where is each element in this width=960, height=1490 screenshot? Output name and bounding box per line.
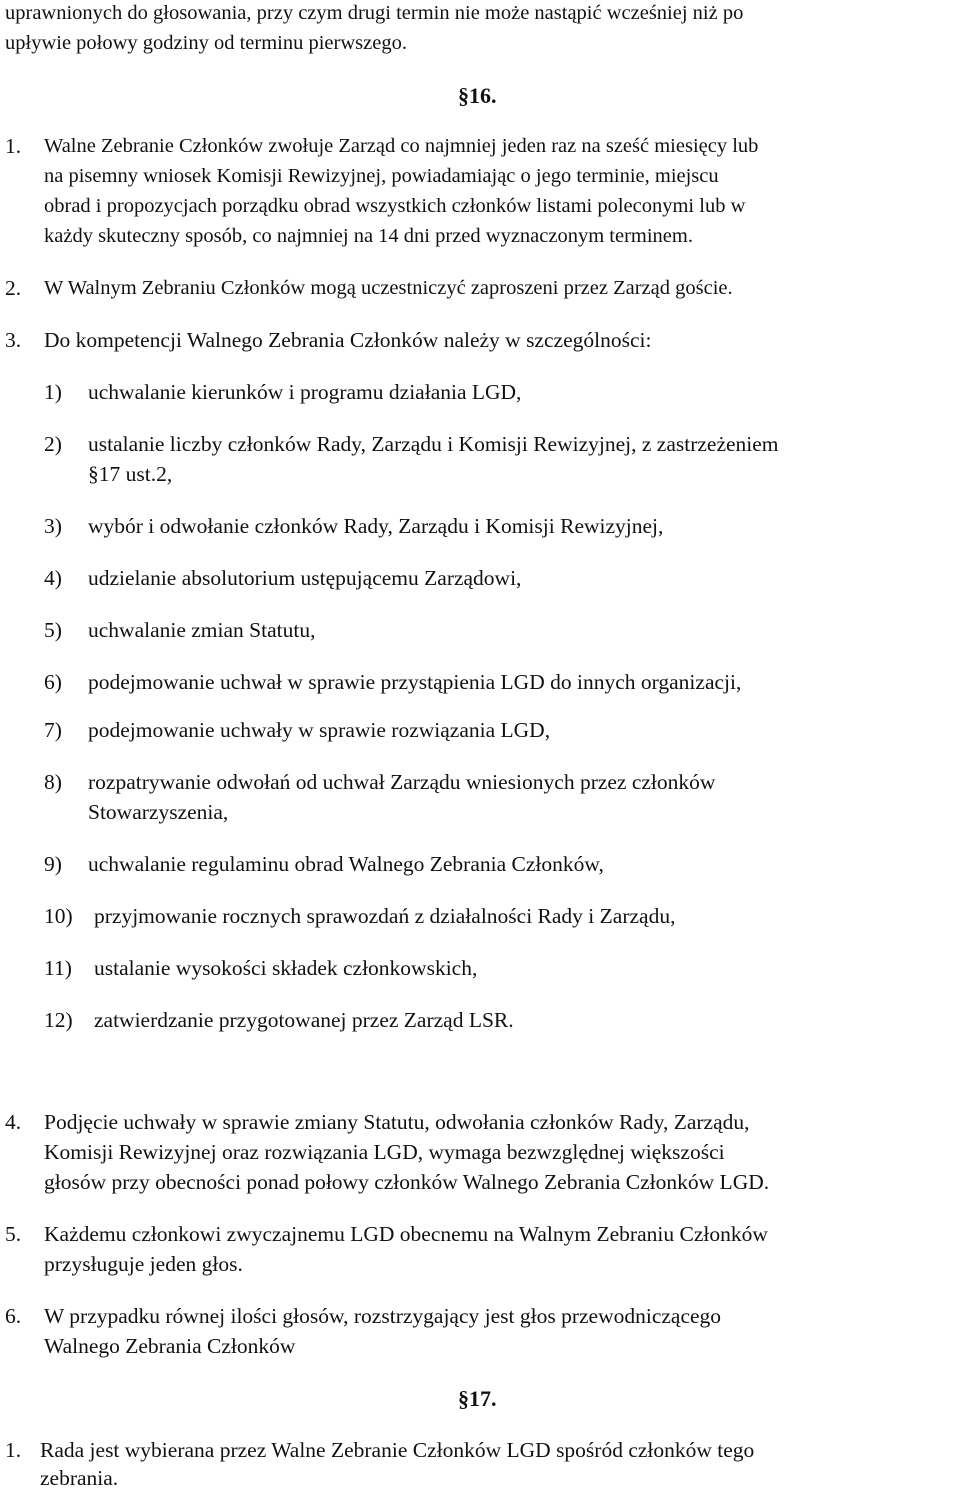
list-item-number: 9) xyxy=(44,852,62,876)
list-item: wybór i odwołanie członków Rady, Zarządu i Komisji Rewizyjnej, xyxy=(88,514,664,538)
list-item: podejmowanie uchwał w sprawie przystąpienia LGD do innych organizacji, xyxy=(88,670,742,694)
list-item-number: 1) xyxy=(44,380,62,404)
list-item-number: 7) xyxy=(44,718,62,742)
list-item: uchwalanie zmian Statutu, xyxy=(88,618,316,642)
list-item-number: 2) xyxy=(44,432,62,456)
list-item: uchwalanie regulaminu obrad Walnego Zebrania Członków, xyxy=(88,852,604,876)
list-item-continuation: Stowarzyszenia, xyxy=(88,800,229,824)
list-item-number: 8) xyxy=(44,770,62,794)
list-item-number: 4) xyxy=(44,566,62,590)
list-item-number: 12) xyxy=(44,1008,73,1032)
point-6-number: 6. xyxy=(5,1304,22,1328)
point-2-number: 2. xyxy=(5,276,22,300)
point-2-text: W Walnym Zebraniu Członków mogą uczestniczyć zaproszeni przez Zarząd goście. xyxy=(44,277,733,299)
list-item-number: 11) xyxy=(44,956,72,980)
section-17-point-1-number: 1. xyxy=(5,1438,22,1462)
intro-line-2: upływie połowy godziny od terminu pierwszego. xyxy=(5,32,407,54)
point-1-line-3: obrad i propozycjach porządku obrad wszystkich członków listami poleconymi lub w xyxy=(44,195,746,217)
point-1-line-1: Walne Zebranie Członków zwołuje Zarząd co najmniej jeden raz na sześć miesięcy lub xyxy=(44,135,759,157)
list-item: podejmowanie uchwały w sprawie rozwiązania LGD, xyxy=(88,718,551,742)
point-5-line-2: przysługuje jeden głos. xyxy=(44,1252,243,1276)
point-4-line-1: Podjęcie uchwały w sprawie zmiany Statutu, odwołania członków Rady, Zarządu, xyxy=(44,1110,750,1134)
list-item: udzielanie absolutorium ustępującemu Zarządowi, xyxy=(88,566,522,590)
list-item: ustalanie liczby członków Rady, Zarządu i Komisji Rewizyjnej, z zastrzeżeniem xyxy=(88,432,779,456)
list-item: przyjmowanie rocznych sprawozdań z działalności Rady i Zarządu, xyxy=(94,904,676,928)
point-4-line-3: głosów przy obecności ponad połowy członków Walnego Zebrania Członków LGD. xyxy=(44,1170,770,1194)
point-1-line-4: każdy skuteczny sposób, co najmniej na 14 dni przed wyznaczonym terminem. xyxy=(44,225,693,247)
list-item: uchwalanie kierunków i programu działania LGD, xyxy=(88,380,522,404)
section-16-heading: §16. xyxy=(458,83,497,108)
point-3-text: Do kompetencji Walnego Zebrania Członków należy w szczególności: xyxy=(44,328,652,352)
section-17-point-1-line-1: Rada jest wybierana przez Walne Zebranie Członków LGD spośród członków tego xyxy=(40,1438,755,1462)
intro-line-1: uprawnionych do głosowania, przy czym drugi termin nie może nastąpić wcześniej niż po xyxy=(5,2,744,24)
point-1-number: 1. xyxy=(5,134,22,158)
point-5-number: 5. xyxy=(5,1222,22,1246)
point-1-line-2: na pisemny wniosek Komisji Rewizyjnej, powiadamiając o jego terminie, miejscu xyxy=(44,165,719,187)
list-item-number: 3) xyxy=(44,514,62,538)
list-item-continuation: §17 ust.2, xyxy=(88,462,173,486)
section-17-heading: §17. xyxy=(458,1386,497,1411)
point-4-number: 4. xyxy=(5,1110,22,1134)
point-4-line-2: Komisji Rewizyjnej oraz rozwiązania LGD, wymaga bezwzględnej większości xyxy=(44,1140,725,1164)
list-item-number: 10) xyxy=(44,904,73,928)
list-item: zatwierdzanie przygotowanej przez Zarząd LSR. xyxy=(94,1008,514,1032)
point-6-line-1: W przypadku równej ilości głosów, rozstrzygający jest głos przewodniczącego xyxy=(44,1304,722,1328)
list-item-number: 5) xyxy=(44,618,62,642)
point-3-number: 3. xyxy=(5,328,22,352)
list-item-number: 6) xyxy=(44,670,62,694)
section-17-point-1-line-2: zebrania. xyxy=(40,1466,119,1490)
point-5-line-1: Każdemu członkowi zwyczajnemu LGD obecnemu na Walnym Zebraniu Członków xyxy=(44,1222,768,1246)
list-item: ustalanie wysokości składek członkowskich, xyxy=(94,956,478,980)
list-item: rozpatrywanie odwołań od uchwał Zarządu wniesionych przez członków xyxy=(88,770,716,794)
point-6-line-2: Walnego Zebrania Członków xyxy=(44,1334,296,1358)
